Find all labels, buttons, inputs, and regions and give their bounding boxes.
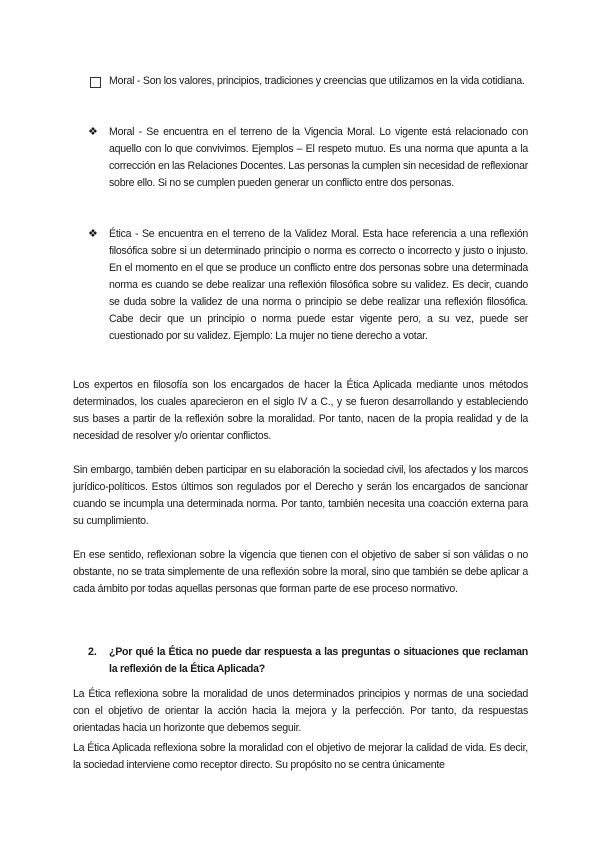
list-item: Moral - Se encuentra en el terreno de la Vigencia Moral. Lo vigente está relacionado con aquello con lo que convivimos. Ejemplos – El respeto mutuo. Es una norma que apunta a la corrección en las Relaciones Docentes. Las personas la cumplen sin necesidad de reflexionar sobre ello. Si no se cumplen pueden generar un conflicto entre dos personas. xyxy=(109,126,528,189)
paragraph: La Ética reflexiona sobre la moralidad de unos determinados principios y normas de una sociedad con el objetivo de orientar la acción hacia la mejora y la perfección. Por tanto, da respuestas orientadas hacia un horizonte que debemos seguir. xyxy=(73,688,528,734)
question-number: 2. xyxy=(88,646,97,658)
diamond-bullet-icon: ❖ xyxy=(88,228,98,240)
list-item: Ética - Se encuentra en el terreno de la Validez Moral. Esta hace referencia a una reflexión filosófica sobre si un determinado principio o norma es correcto o incorrecto y justo o injusto. En el momento en el que se produce un conflicto entre dos personas sobre una determinada norma es cuando se debe realizar una reflexión filosófica sobre su validez. Es decir, cuando se duda sobre la validez de una norma o principio se debe realizar una reflexión filosófica. Cabe decir que un principio o norma puede estar vigente pero, a su vez, puede ser cuestionado por su validez. Ejemplo: La mujer no tiene derecho a votar. xyxy=(109,228,528,342)
paragraph: La Ética Aplicada reflexiona sobre la moralidad con el objetivo de mejorar la calidad de vida. Es decir, la sociedad interviene como receptor directo. Su propósito no se centra únicamente xyxy=(73,742,528,771)
paragraph: Sin embargo, también deben participar en su elaboración la sociedad civil, los afectados y los marcos jurídico-políticos. Estos últimos son regulados por el Derecho y serán los encargados de sancionar cuando se incumpla una determinada norma. Por tanto, también necesita una coacción externa para su cumplimiento. xyxy=(73,464,528,527)
list-item: Moral - Son los valores, principios, tradiciones y creencias que utilizamos en la vida cotidiana. xyxy=(109,75,525,87)
paragraph: En ese sentido, reflexionan sobre la vigencia que tienen con el objetivo de saber si son válidas o no obstante, no se trata simplemente de una reflexión sobre la moral, sino que también se debe aplicar a cada ámbito por todas aquellas personas que forman parte de ese proceso normativo. xyxy=(73,549,528,595)
diamond-bullet-icon: ❖ xyxy=(88,126,98,138)
paragraph: Los expertos en filosofía son los encargados de hacer la Ética Aplicada mediante unos métodos determinados, los cuales aparecieron en el siglo IV a C., y se fueron desarrollando y estableciendo sus bases a partir de la reflexión sobre la moralidad. Por tanto, nacen de la propia realidad y de la necesidad de resolver y/o orientar conflictos. xyxy=(73,379,528,442)
checkbox-icon xyxy=(90,77,101,88)
question-heading: ¿Por qué la Ética no puede dar respuesta a las preguntas o situaciones que reclaman la reflexión de la Ética Aplicada? xyxy=(109,646,528,675)
